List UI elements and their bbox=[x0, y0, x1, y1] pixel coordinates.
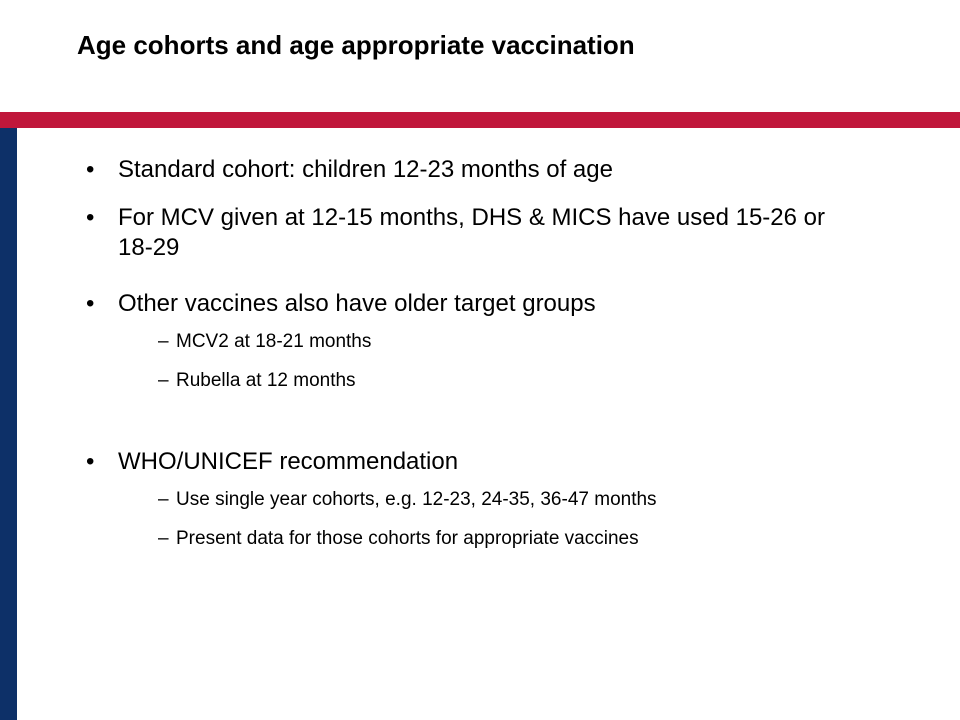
dash-icon: – bbox=[158, 331, 169, 352]
dash-icon: – bbox=[158, 370, 169, 391]
bullet-other-vaccines: Other vaccines also have older target groups bbox=[118, 290, 596, 317]
sub-bullet-rubella: Rubella at 12 months bbox=[176, 370, 356, 391]
bullet-icon: • bbox=[86, 290, 95, 317]
slide-title: Age cohorts and age appropriate vaccination bbox=[77, 30, 635, 60]
dash-icon: – bbox=[158, 489, 169, 510]
dash-icon: – bbox=[158, 528, 169, 549]
sub-bullet-mcv2: MCV2 at 18-21 months bbox=[176, 331, 372, 352]
bullet-icon: • bbox=[86, 448, 95, 475]
bullet-icon: • bbox=[86, 156, 95, 183]
bullet-mcv-cohorts: For MCV given at 12-15 months, DHS & MICS have used 15-26 or 18-29 bbox=[118, 204, 825, 261]
bullet-icon: • bbox=[86, 204, 95, 231]
bullet-who-unicef: WHO/UNICEF recommendation bbox=[118, 448, 459, 475]
bullet-standard-cohort: Standard cohort: children 12-23 months of age bbox=[118, 156, 613, 183]
sub-bullet-present-data: Present data for those cohorts for appropriate vaccines bbox=[176, 528, 639, 549]
sub-bullet-single-year: Use single year cohorts, e.g. 12-23, 24-35, 36-47 months bbox=[176, 489, 657, 510]
